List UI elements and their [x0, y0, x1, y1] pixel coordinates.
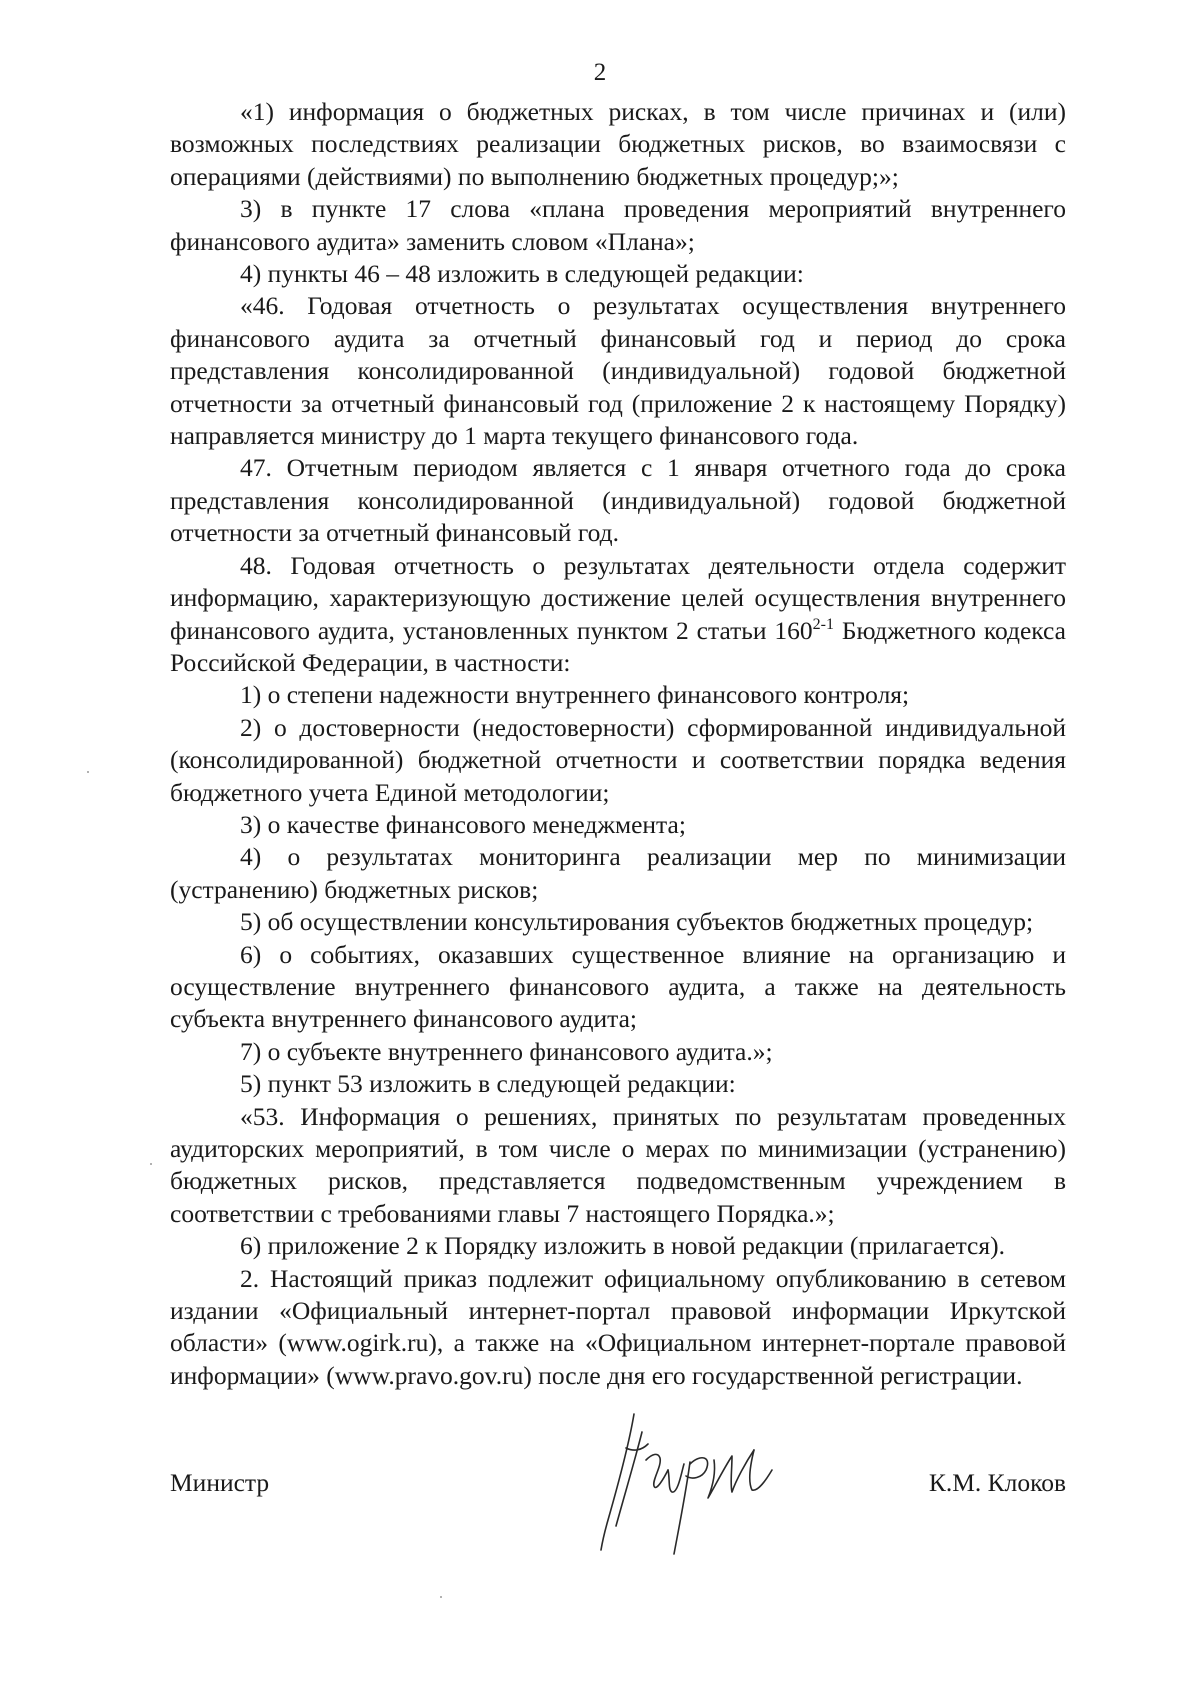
list-item-2: 2) о достоверности (недостоверности) сформированной индивидуальной (консолидированной) бюджетной отчетности и соответствии порядка ведения бюджетного учета Единой методологии;: [170, 712, 1066, 807]
paragraph-clause-53: «53. Информация о решениях, принятых по результатам проведенных аудиторских мероприятий, в том числе о мерах по минимизации (устранению) бюджетных рисков, представляется подведомственным учреждением в соответствии с требованиями главы 7 настоящего Порядка.»;: [170, 1101, 1066, 1228]
paragraph-clause-46: «46. Годовая отчетность о результатах осуществления внутреннего финансового аудита за отчетный финансовый год и период до срока представления консолидированной (индивидуальной) годовой бюджетной отчетности за отчетный финансовый год (приложение 2 к настоящему Порядку) направляется министру до 1 марта текущего финансового года.: [170, 291, 1066, 451]
scan-speck: [440, 1596, 442, 1598]
list-item-4: 4) о результатах мониторинга реализации мер по минимизации (устранению) бюджетных рисков;: [170, 842, 1066, 904]
paragraph-item-3: 3) в пункте 17 слова «плана проведения мероприятий внутреннего финансового аудита» заменить словом «Плана»;: [170, 194, 1066, 256]
list-item-5: 5) об осуществлении консультирования субъектов бюджетных процедур;: [240, 907, 1034, 937]
paragraph-item-5: 5) пункт 53 изложить в следующей редакции:: [240, 1069, 736, 1099]
document-body: [170, 96, 1066, 1392]
article-superscript: 2-1: [812, 615, 834, 633]
paragraph-risk-info: «1) информация о бюджетных рисках, в том числе причинах и (или) возможных последствиях реализации бюджетных рисков, во взаимосвязи с операциями (действиями) по выполнению бюджетных процедур;»;: [170, 97, 1066, 191]
paragraph-publication: 2. Настоящий приказ подлежит официальному опубликованию в сетевом издании «Официальный интернет-портал правовой информации Иркутской области» (www.ogirk.ru), а также на «Официальном интернет-портале правовой информации» (www.pravo.gov.ru) после дня его государственной регистрации.: [170, 1263, 1066, 1390]
clause-48-text-start: 48. Годовая отчетность о результатах деятельности отдела содержит информацию, характеризующую достижение целей осуществления внутреннего финансового аудита, установленных пунктом 2 статьи 160: [170, 550, 1066, 645]
list-item-1: 1) о степени надежности внутреннего финансового контроля;: [240, 680, 910, 710]
clause-48-text-end: Бюджетного кодекса Российской Федерации, в частности:: [170, 615, 1066, 677]
scan-speck: [87, 771, 89, 773]
list-item-3: 3) о качестве финансового менеджмента;: [240, 809, 686, 839]
page-number: 2: [593, 59, 607, 86]
signatory-title: Министр: [170, 1468, 270, 1497]
paragraph-clause-48: [170, 550, 1066, 680]
scan-speck: [150, 1163, 152, 1165]
signatory-name: К.М. Клоков: [928, 1468, 1066, 1497]
paragraph-item-6: 6) приложение 2 к Порядку изложить в новой редакции (прилагается).: [240, 1231, 1005, 1261]
paragraph-item-4: 4) пункты 46 – 48 изложить в следующей редакции:: [240, 259, 804, 289]
list-item-7: 7) о субъекте внутреннего финансового аудита.»;: [240, 1036, 773, 1066]
list-item-6: 6) о событиях, оказавших существенное влияние на организацию и осуществление внутреннего финансового аудита, а также на деятельность субъекта внутреннего финансового аудита;: [170, 939, 1066, 1034]
paragraph-clause-47: 47. Отчетным периодом является с 1 января отчетного года до срока представления консолидированной (индивидуальной) годовой бюджетной отчетности за отчетный финансовый год.: [170, 453, 1066, 548]
handwritten-signature: [586, 1408, 782, 1558]
